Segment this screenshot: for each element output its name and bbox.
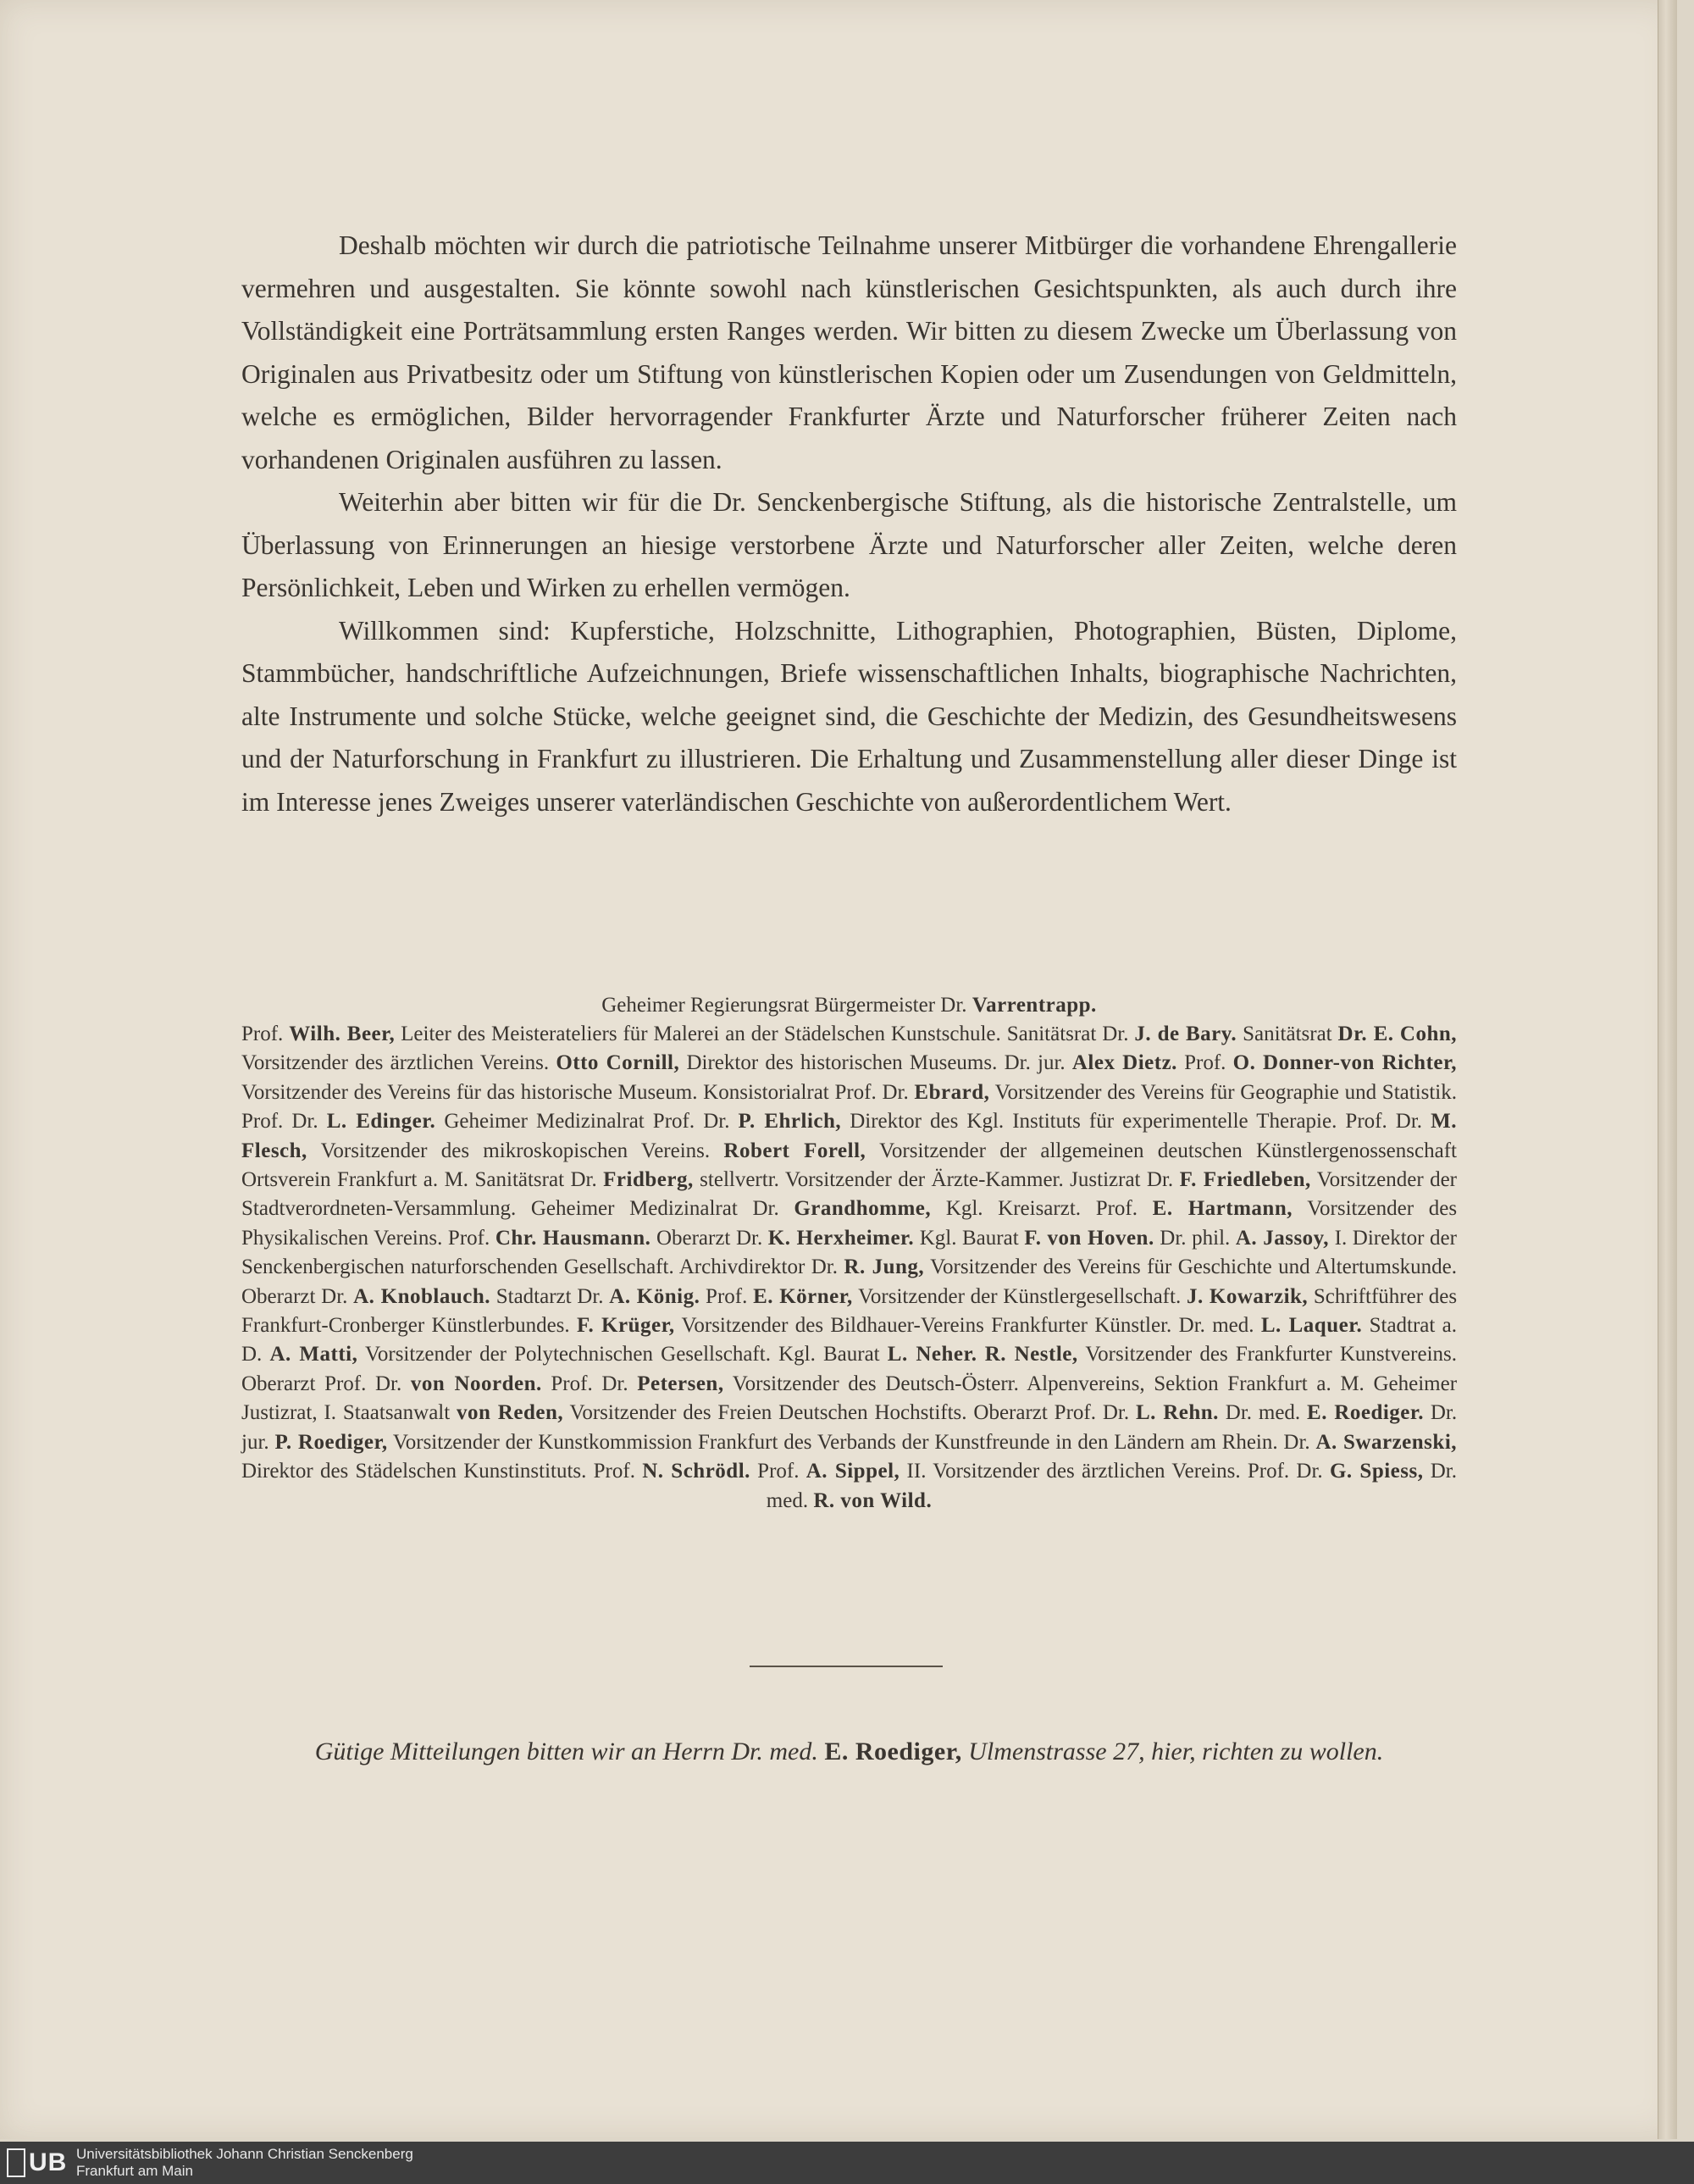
signer-name: J. de Bary.	[1134, 1023, 1237, 1045]
signer-entry	[577, 1314, 1179, 1337]
signer-entry	[973, 1401, 1225, 1424]
signer-pre: Sanitätsrat Dr.	[474, 1168, 597, 1192]
signer-name: L. Rehn.	[1135, 1401, 1219, 1425]
signer-pre: Dr. med.	[1225, 1401, 1301, 1425]
paragraph-3: Willkommen sind: Kupferstiche, Holzschnitte, Lithographien, Photographien, Büsten, Diplome, Stammbücher, handschriftliche Aufzeichnungen, Briefe wissenschaftlichen Inhalts, biographische Nachrichten, alte Instrumente und solche Stücke, welche geeignet sind, die Geschichte der Medizin, des Gesundheitswesens und der Naturforschung in Frankfurt zu illustrieren. Die Erhaltung und Zusammenstellung aller dieser Dinge ist im Interesse jenes Zweiges unserer vaterländischen Geschichte von außerordentlichem Wert.	[241, 615, 1457, 817]
signer-name: F. Friedleben,	[1179, 1168, 1311, 1192]
signer-entry	[920, 1227, 1160, 1250]
signer-name: M. Flesch,	[241, 1110, 1457, 1162]
signer-entry	[241, 1023, 1007, 1045]
signer-pre: Geheimer Medizinalrat Prof. Dr.	[444, 1110, 730, 1134]
signer-entry	[241, 1285, 496, 1308]
paragraph-2: Weiterhin aber bitten wir für die Dr. Senckenbergische Stiftung, als die historische Zentralstelle, um Überlassung von Erinnerungen an hiesige verstorbene Ärzte und Naturforscher aller Zeiten, welche deren Persönlichkeit, Leben und Wirken zu erhellen vermögen.	[241, 487, 1457, 602]
signer-role: Vorsitzender der Kunstkommission Frankfurt des Verbands der Kunstfreunde in den Ländern am Rhein.	[392, 1430, 1278, 1454]
signer-pre: Kgl. Baurat	[778, 1343, 880, 1366]
signer-name: von Noorden.	[410, 1372, 542, 1395]
signer-entry	[1179, 1314, 1370, 1337]
signer-entry	[1248, 1460, 1431, 1483]
signer-pre: Oberarzt Prof. Dr.	[241, 1372, 402, 1395]
signer-role: Vorsitzender des Vereins für Geographie und Statistik.	[994, 1080, 1458, 1104]
signer-entry	[985, 1343, 1457, 1366]
signer-pre: Geheimer Justizrat, I. Staatsanwalt	[241, 1372, 1458, 1425]
signer-pre: Stadtarzt Dr.	[495, 1284, 604, 1308]
signer-name: A. Sippel,	[805, 1460, 900, 1483]
signer-role: Kgl. Kreisarzt.	[945, 1197, 1082, 1221]
signer-pre: Kgl. Baurat	[919, 1226, 1019, 1250]
signer-pre: Dr. med.	[1178, 1314, 1254, 1338]
signer-name: N. Schrödl.	[642, 1460, 750, 1483]
signer-entry	[241, 1110, 444, 1133]
signer-pre: Sanitätsrat Dr.	[1006, 1023, 1129, 1045]
appeal-text	[241, 224, 1457, 823]
notice-after: Ulmenstrasse 27, hier, richten zu wollen.	[968, 1738, 1384, 1765]
signer-entry	[444, 1110, 1345, 1133]
signer-role: Direktor des Kgl. Instituts für experimentelle Therapie.	[850, 1110, 1337, 1134]
signer-name: R. Jung,	[844, 1256, 925, 1279]
signer-name: Alex Dietz.	[1071, 1051, 1177, 1075]
signer-role: Vorsitzender des Freien Deutschen Hochstifts.	[569, 1401, 967, 1425]
signer-entry	[531, 1197, 1096, 1220]
signer-entry	[556, 1051, 1004, 1074]
signer-role: Direktor des Städelschen Kunstinstituts.	[241, 1460, 587, 1483]
signer-role: stellvertr. Vorsitzender der Ärzte-Kammer.	[700, 1168, 1064, 1192]
signer-name: Fridberg,	[603, 1168, 694, 1192]
signer-name: E. Roediger.	[1307, 1401, 1424, 1425]
signer-name: Grandhomme,	[794, 1197, 932, 1221]
signer-name: Petersen,	[637, 1372, 724, 1395]
signer-pre: Sanitätsrat	[1243, 1023, 1332, 1045]
signer-pre: Prof.	[241, 1023, 284, 1045]
signer-name: P. Roediger,	[274, 1430, 388, 1454]
head-name: Varrentrapp.	[972, 994, 1097, 1017]
paragraph-1: Deshalb möchten wir durch die patriotische Teilnahme unserer Mitbürger die vorhandene Ehrengallerie vermehren und ausgestalten. Sie könnte sowohl nach künstlerischen Gesichtspunkten, als auch durch ihre Vollständigkeit eine Porträtsammlung ersten Ranges werden. Wir bitten zu diesem Zwecke um Überlassung von Originalen aus Privatbesitz oder um Stiftung von künstlerischen Kopien oder um Zusendungen von Geldmitteln, welche es ermöglichen, Bilder hervorragender Frankfurter Ärzte und Naturforscher früherer Zeiten nach vorhandenen Originalen ausführen zu lassen.	[241, 230, 1457, 474]
signer-name: A. Swarzenski,	[1315, 1430, 1458, 1454]
signer-name: J. Kowarzik,	[1186, 1284, 1309, 1308]
signer-entry	[1226, 1401, 1431, 1424]
logo-text: UB	[29, 2148, 68, 2176]
signer-pre: Prof.	[447, 1226, 490, 1250]
signer-role: Vorsitzender des Deutsch-Österr. Alpenvereins, Sektion Frankfurt a. M.	[732, 1372, 1365, 1395]
signer-name: R. Nestle,	[984, 1343, 1078, 1366]
signer-pre: Dr.	[1283, 1430, 1310, 1454]
signer-role: Vorsitzender der Stadtverordneten-Versammlung.	[241, 1168, 1458, 1221]
signer-role: II. Vorsitzender des ärztlichen Vereins.	[906, 1460, 1241, 1483]
signer-pre: Geheimer Medizinalrat Dr.	[530, 1197, 779, 1221]
ub-logo	[7, 2148, 67, 2178]
signer-name: A. Jassoy,	[1235, 1226, 1330, 1250]
page-edge	[1658, 0, 1677, 2139]
signer-pre: Prof. Dr.	[551, 1372, 628, 1395]
signer-name: Wilh. Beer,	[289, 1023, 396, 1045]
footer-line-2: Frankfurt am Main	[76, 2163, 193, 2179]
signer-name: L. Edinger.	[326, 1110, 436, 1134]
signer-pre: Dr. phil.	[1160, 1226, 1231, 1250]
signers-list	[241, 1020, 1457, 1516]
divider-rule	[750, 1666, 943, 1667]
signer-name: G. Spiess,	[1329, 1460, 1424, 1483]
signer-entry	[778, 1343, 985, 1366]
notice-name: E. Roediger,	[824, 1738, 962, 1765]
signer-name: Otto Cornill,	[556, 1051, 680, 1075]
signer-name: O. Donner-von Richter,	[1232, 1051, 1458, 1075]
signer-name: L. Laquer.	[1260, 1314, 1363, 1338]
signer-pre: Dr. jur.	[1004, 1051, 1066, 1075]
signer-name: E. Körner,	[753, 1284, 853, 1308]
footer-caption	[76, 2146, 413, 2180]
signer-entry	[448, 1227, 656, 1250]
signer-pre: Prof. Dr.	[1345, 1110, 1423, 1134]
signer-pre: Prof. Dr.	[1247, 1460, 1323, 1483]
signer-name: Chr. Hausmann.	[495, 1226, 651, 1250]
signer-role: Leiter des Meisterateliers für Malerei an der Städelschen Kunstschule.	[401, 1023, 1001, 1045]
signer-pre: Prof.	[593, 1460, 635, 1483]
signer-name: L. Neher.	[887, 1343, 977, 1366]
signer-name: E. Hartmann,	[1152, 1197, 1293, 1221]
signer-role: Vorsitzender des Bildhauer-Vereins Frankfurter Künstler.	[681, 1314, 1172, 1338]
library-footer	[0, 2142, 1694, 2184]
signer-pre: Prof.	[706, 1284, 748, 1308]
signer-name: F. von Hoven.	[1024, 1226, 1154, 1250]
signer-entry	[241, 1372, 551, 1395]
signer-name: A. Matti,	[269, 1343, 358, 1366]
signer-role: Vorsitzender des Vereins für Geschichte und Altertumskunde.	[930, 1256, 1458, 1279]
signer-pre: Dr. jur.	[241, 1401, 1458, 1454]
signer-entry	[551, 1372, 1373, 1395]
signer-name: F. Krüger,	[577, 1314, 675, 1338]
signers-heading	[241, 991, 1457, 1020]
signer-entry	[656, 1227, 920, 1250]
signer-name: A. König.	[609, 1284, 700, 1308]
contact-notice	[241, 1732, 1457, 1771]
head-title: Geheimer Regierungsrat Bürgermeister Dr.	[601, 994, 967, 1017]
signer-entry	[475, 1168, 1071, 1191]
signer-entry	[594, 1460, 758, 1483]
signer-name: A. Knoblauch.	[353, 1284, 490, 1308]
signer-pre: Oberarzt Prof. Dr.	[973, 1401, 1130, 1425]
signer-entry	[679, 1256, 1457, 1278]
signer-entry	[703, 1081, 1457, 1104]
signer-name: Robert Forell,	[723, 1139, 866, 1162]
signer-role: I. Direktor der Senckenbergischen naturforschenden Gesellschaft.	[241, 1226, 1457, 1279]
signer-role: Vorsitzender des Physikalischen Vereins.	[241, 1197, 1458, 1250]
signer-name: Ebrard,	[914, 1080, 990, 1104]
signer-role: Schriftführer des Frankfurt-Cronberger Künstlerbundes.	[241, 1284, 1458, 1338]
footer-line-1: Universitätsbibliothek Johann Christian Senckenberg	[76, 2146, 413, 2162]
signer-pre: Prof.	[1095, 1197, 1138, 1221]
signer-role: Vorsitzender des Frankfurter Kunstvereins.	[1085, 1343, 1457, 1366]
signer-role: Direktor des historischen Museums.	[686, 1051, 998, 1075]
signer-entry	[1007, 1023, 1243, 1045]
signer-pre: Oberarzt Dr.	[241, 1284, 348, 1308]
signer-pre: Dr. med.	[766, 1460, 1457, 1512]
signer-role: Vorsitzender der allgemeinen deutschen Künstlergenossenschaft Ortsverein Frankfurt a. M.	[241, 1139, 1457, 1192]
signer-name: R. von Wild.	[813, 1488, 933, 1512]
signer-pre: Prof. Dr.	[241, 1110, 318, 1134]
signer-role: Vorsitzender des mikroskopischen Vereins.	[320, 1139, 711, 1162]
signer-pre: Oberarzt Dr.	[656, 1226, 763, 1250]
signer-entry	[496, 1285, 706, 1308]
signer-role: Vorsitzender des ärztlichen Vereins.	[241, 1051, 550, 1075]
signer-entry	[757, 1460, 1248, 1483]
signer-name: K. Herxheimer.	[767, 1226, 915, 1250]
signer-pre: Archivdirektor Dr.	[678, 1256, 838, 1279]
signer-name: Dr. E. Cohn,	[1337, 1023, 1458, 1045]
signer-entry	[706, 1285, 1187, 1308]
signer-name: von Reden,	[457, 1401, 564, 1425]
signer-name: P. Ehrlich,	[738, 1110, 842, 1134]
signer-role: Vorsitzender des Vereins für das historische Museum.	[241, 1080, 698, 1104]
logo-mark-icon	[7, 2148, 25, 2177]
signer-pre: Prof.	[1184, 1051, 1226, 1075]
signer-pre: Konsistorialrat Prof. Dr.	[703, 1080, 909, 1104]
signer-pre: Stadtrat a. D.	[241, 1314, 1458, 1366]
notice-before: Gütige Mitteilungen bitten wir an Herrn Dr. med.	[314, 1738, 818, 1765]
signer-pre: Prof.	[757, 1460, 800, 1483]
signer-entry	[1005, 1051, 1185, 1074]
signer-pre: Justizrat Dr.	[1070, 1168, 1174, 1192]
signer-role: Vorsitzender der Künstlergesellschaft.	[858, 1284, 1182, 1308]
signer-role: Vorsitzender der Polytechnischen Gesellschaft.	[365, 1343, 771, 1366]
